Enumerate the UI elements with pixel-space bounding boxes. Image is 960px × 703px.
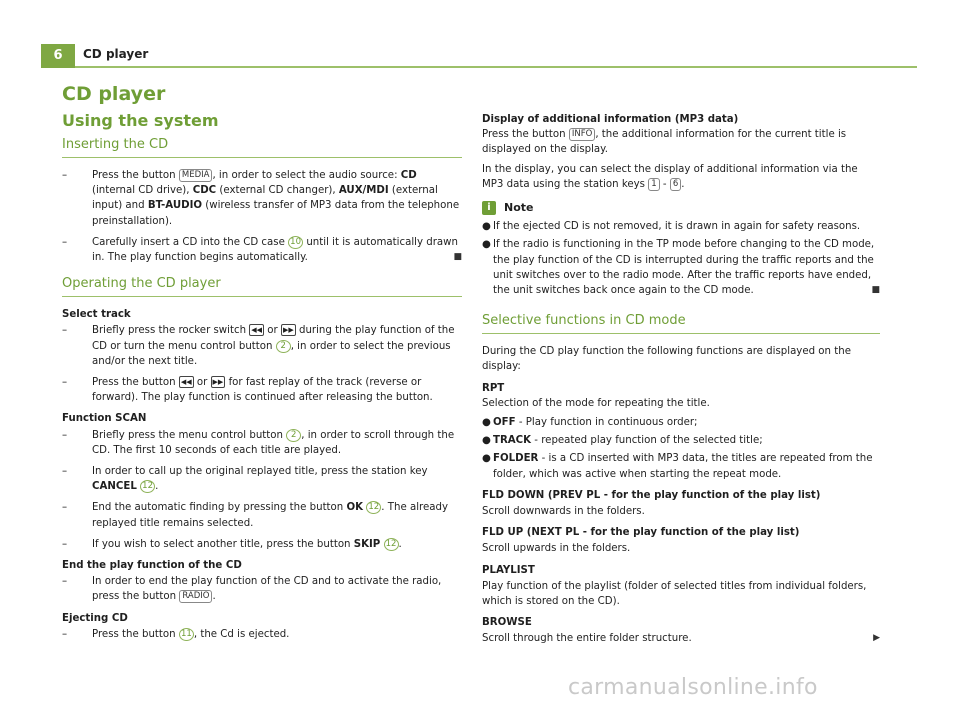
right-column: [482, 112, 880, 651]
list-item: ● OFF - Play function in continuous order;: [482, 417, 698, 429]
note-label: Note: [504, 201, 534, 215]
label-end-play: End the play function of the CD: [62, 560, 242, 572]
step-item: – If you wish to select another title, press the button SKIP 12 .: [62, 538, 402, 550]
subtitle: Using the system: [62, 111, 219, 130]
step-item: – End the automatic finding by pressing the button OK 12 . The already replayed title remains selected.: [62, 502, 449, 529]
page-number: 6: [41, 44, 75, 68]
callout-number: 10: [288, 236, 303, 249]
step-item: – Press the button MEDIA , in order to select the audio source: CD (internal CD drive), CDC (external CD changer), AUX/MDI (external input) and BT-AUDIO (wireless transfer of MP3 data from the telephone preinstallation).: [62, 170, 460, 227]
station-key-label: 6: [670, 178, 681, 191]
list-item: ● TRACK - repeated play function of the selected title;: [482, 435, 763, 447]
label-fld-up: FLD UP (NEXT PL - for the play function of the play list): [482, 527, 800, 539]
paragraph: Play function of the playlist (folder of selected titles from individual folders, which is stored on the CD).: [482, 580, 867, 608]
callout-number: 12: [366, 501, 381, 514]
step-item: – Briefly press the menu control button 2 , in order to scroll through the CD. The first 10 seconds of each title are played.: [62, 429, 455, 456]
heading-inserting: Inserting the CD: [62, 136, 462, 158]
step-item: – Carefully insert a CD into the CD case 10 until it is automatically drawn in. The play function begins automatically. ■: [62, 235, 462, 265]
step-item: – Press the button 11 , the Cd is ejected.: [62, 628, 290, 640]
paragraph: Scroll downwards in the folders.: [482, 506, 645, 518]
callout-number: 2: [286, 429, 301, 442]
watermark: carmanualsonline.info: [568, 675, 818, 700]
paragraph: During the CD play function the following functions are displayed on the display:: [482, 346, 851, 373]
step-item: – Press the button ◀◀ or ▶▶ for fast replay of the track (reverse or forward). The play function is continued after releasing the button.: [62, 377, 433, 404]
paragraph: Press the button INFO , the additional information for the current title is displayed on the display.: [482, 129, 847, 156]
list-item: ● FOLDER - is a CD inserted with MP3 data, the titles are repeated from the folder, which was active when starting the repeat mode.: [482, 453, 873, 480]
info-icon: i: [482, 201, 496, 215]
label-rpt: RPT: [482, 382, 505, 394]
header-rule: [75, 66, 917, 68]
fast-forward-icon: ▶▶: [282, 326, 294, 335]
step-item: – In order to call up the original replayed title, press the station key CANCEL 12 .: [62, 466, 428, 493]
label-playlist: PLAYLIST: [482, 564, 535, 576]
paragraph: Scroll upwards in the folders.: [482, 543, 631, 555]
left-column: [62, 82, 462, 648]
paragraph: Selection of the mode for repeating the title.: [482, 397, 710, 409]
section-end-mark: ■: [871, 285, 880, 296]
list-item: ● If the radio is functioning in the TP mode before changing to the CD mode, the play function of the CD is interrupted during the traffic reports and the unit switches over to the radio mode. After the traffic reports have ended, the unit switches back once again to the CD mode. ■: [482, 237, 880, 298]
page-title: CD player: [62, 83, 166, 105]
media-button-label: MEDIA: [179, 169, 213, 182]
paragraph: In the display, you can select the display of additional information via the MP3 data using the station keys 1 - 6 .: [482, 163, 858, 190]
step-item: – Briefly press the rocker switch ◀◀ or ▶▶ during the play function of the CD or turn the menu control button 2 , in order to select the previous and/or the next title.: [62, 325, 455, 367]
step-item: – In order to end the play function of the CD and to activate the radio, press the button RADIO .: [62, 576, 442, 603]
radio-button-label: RADIO: [179, 590, 212, 603]
label-browse: BROWSE: [482, 617, 532, 629]
note-header: [482, 200, 880, 215]
station-key-label: 1: [648, 178, 659, 191]
info-button-label: INFO: [569, 128, 595, 141]
label-fld-down: FLD DOWN (PREV PL - for the play function of the play list): [482, 489, 821, 501]
rewind-icon: ◀◀: [251, 326, 263, 335]
callout-number: 2: [276, 340, 291, 353]
heading-operating: Operating the CD player: [62, 275, 462, 297]
label-function-scan: Function SCAN: [62, 413, 147, 425]
list-item: ● If the ejected CD is not removed, it is drawn in again for safety reasons.: [482, 221, 861, 233]
section-end-mark: ■: [453, 252, 462, 263]
continue-arrow-icon: ▶: [873, 633, 880, 644]
rewind-icon: ◀◀: [180, 378, 192, 387]
label-select-track: Select track: [62, 309, 131, 321]
callout-number: 11: [179, 628, 194, 641]
heading-display-info: Display of additional information (MP3 data): [482, 114, 739, 125]
section-title: CD player: [83, 47, 149, 61]
paragraph: Scroll through the entire folder structure. ▶: [482, 631, 880, 646]
fast-forward-icon: ▶▶: [212, 378, 224, 387]
callout-number: 12: [384, 538, 399, 551]
heading-selective: Selective functions in CD mode: [482, 312, 880, 334]
callout-number: 12: [140, 480, 155, 493]
label-ejecting: Ejecting CD: [62, 612, 128, 624]
